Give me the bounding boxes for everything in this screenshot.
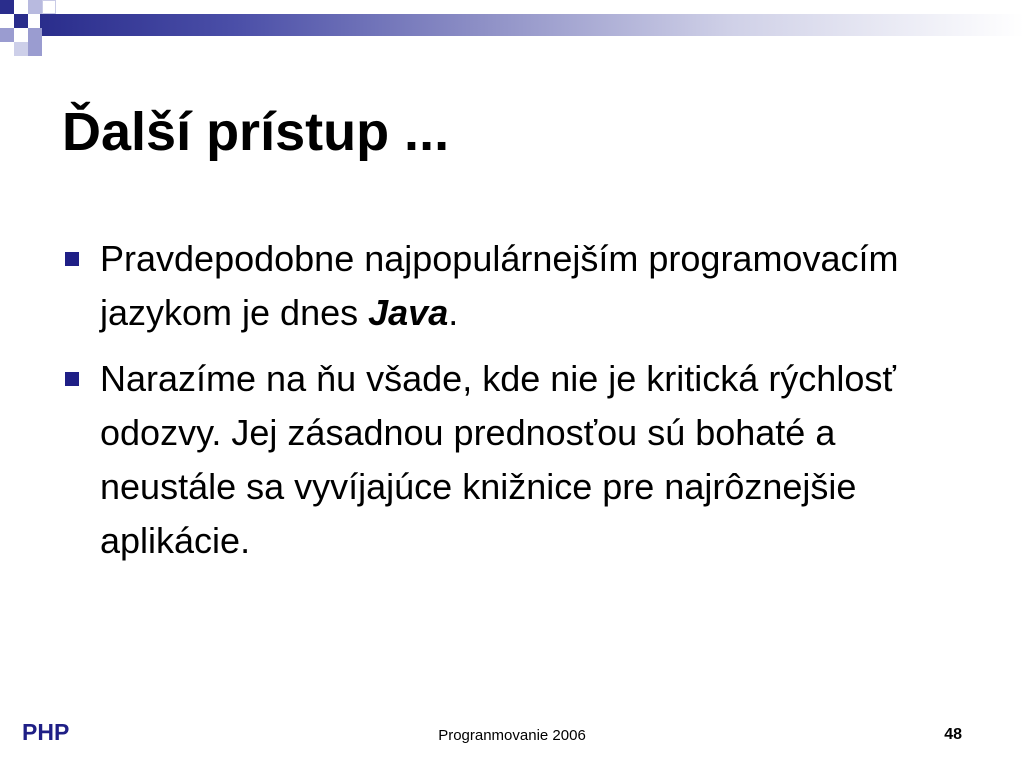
bullet-item — [62, 352, 962, 568]
decor-square — [28, 28, 42, 42]
bullet-text: Narazíme na ňu všade, kde nie je kritická rýchlosť odozvy. Jej zásadnou prednosťou sú bohaté a neustále sa vyvíjajúce knižnice pre najrôznejšie aplikácie. — [100, 358, 896, 561]
decor-square — [0, 0, 14, 14]
decor-square — [28, 42, 42, 56]
decor-square — [42, 0, 56, 14]
decor-square — [0, 28, 14, 42]
header-decoration — [0, 0, 1024, 64]
slide-number: 48 — [944, 726, 962, 743]
decor-square — [28, 0, 42, 14]
slide-title: Ďalší prístup ... — [62, 102, 450, 162]
footer-course-name: Progranmovanie 2006 — [438, 727, 586, 744]
bullet-item — [62, 232, 962, 340]
square-bullet-icon — [65, 372, 79, 386]
header-gradient-bar — [40, 14, 1024, 36]
bullet-list — [62, 232, 962, 580]
bullet-text: Pravdepodobne najpopulárnejším programovacím jazykom je dnes — [100, 238, 899, 333]
decor-square — [14, 14, 28, 28]
bullet-text-end: . — [448, 292, 459, 333]
square-bullet-icon — [65, 252, 79, 266]
footer-php-label: PHP — [22, 719, 70, 745]
decor-square — [14, 42, 28, 56]
bullet-emphasis: Java — [368, 292, 449, 333]
